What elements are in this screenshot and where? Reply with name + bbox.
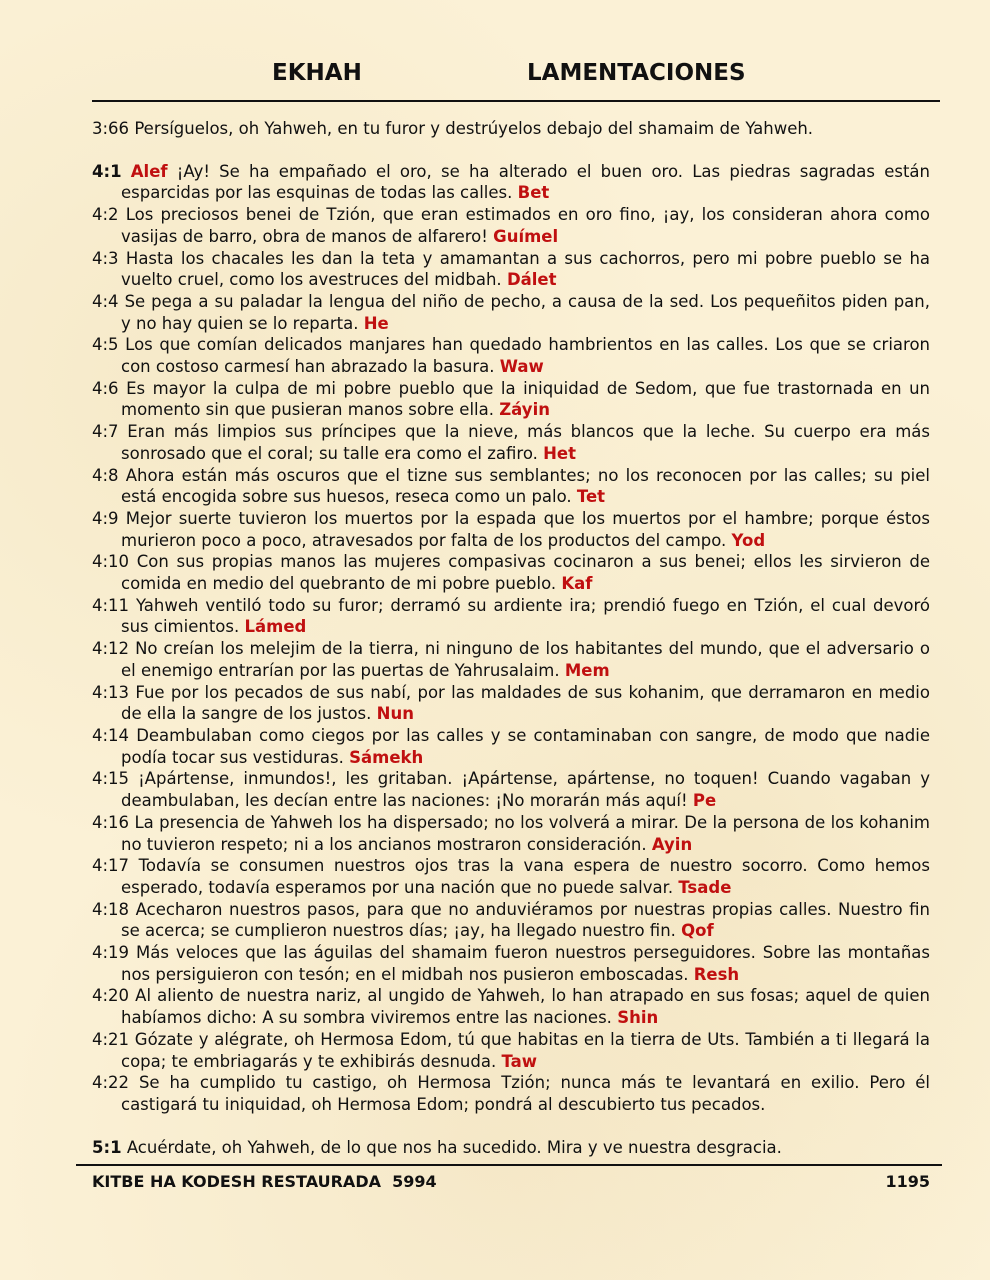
verse-ref: 4:12 <box>92 639 130 659</box>
paragraph-gap <box>92 140 930 161</box>
verse-ref: 4:8 <box>92 465 119 485</box>
verse-text: Todavía se consumen nuestros ojos tras la vana espera de nuestro socorro. Como hemos esperado, todavía esperamos por una nación que no puede salvar. <box>121 856 930 897</box>
verse-text: Se ha cumplido tu castigo, oh Hermosa Tzión; nunca más te levantará en exilio. Pero él castigará tu iniquidad, oh Hermosa Edom; pondrá al descubierto tus pecados. <box>121 1073 930 1114</box>
verse-text: Se pega a su paladar la lengua del niño de pecho, a causa de la sed. Los pequeñitos piden pan, y no hay quien se lo reparta. <box>121 291 930 333</box>
footer-edition-label: KITBE HA KODESH RESTAURADA 5994 <box>92 1172 437 1191</box>
hebrew-letter-label: Yod <box>731 530 766 550</box>
verse-4-20 <box>92 985 930 1028</box>
hebrew-letter-label: Kaf <box>561 574 593 594</box>
hebrew-letter-label: Tsade <box>678 877 732 897</box>
hebrew-letter-label: Bet <box>517 183 550 203</box>
verse-4-11 <box>92 595 930 638</box>
verse-text: Los preciosos benei de Tzión, que eran estimados en oro fino, ¡ay, los consideran ahora como vasijas de barro, obra de manos de alfarero! <box>121 205 931 246</box>
verse-text: ¡Ay! Se ha empañado el oro, se ha alterado el buen oro. Las piedras sagradas están esparcidas por las esquinas de todas las calles. <box>121 161 930 203</box>
verse-4-7 <box>92 421 930 464</box>
hebrew-letter-label: Nun <box>376 704 414 724</box>
hebrew-letter-label: Dálet <box>506 270 557 290</box>
verse-ref: 4:13 <box>92 682 130 702</box>
verse-text: Fue por los pecados de sus nabí, por las maldades de sus kohanim, que derramaron en medio de ella la sangre de los justos. <box>121 682 930 724</box>
header-book-hebrew-title: EKHAH <box>272 60 362 86</box>
verse-text: Hasta los chacales les dan la teta y amamantan a sus cachorros, pero mi pobre pueblo se ha vuelto cruel, como los avestruces del midbah. <box>121 248 931 290</box>
verse-4-5 <box>92 334 930 377</box>
verse-ref: 4:20 <box>92 986 130 1006</box>
verse-text: Con sus propias manos las mujeres compasivas cocinaron a sus benei; ellos les sirvieron de comida en medio del quebranto de mi pobre pueblo. <box>121 552 930 594</box>
verse-ref: 4:4 <box>92 291 119 311</box>
chapter-start-ref: 4:1 <box>92 161 122 181</box>
verse-text: No creían los melejim de la tierra, ni ninguno de los habitantes del mundo, que el adversario o el enemigo entrarían por las puertas de Yahrusalaim. <box>121 639 930 680</box>
verse-text: ¡Apártense, inmundos!, les gritaban. ¡Apártense, apártense, no toquen! Cuando vagaban y deambulaban, les decían entre las naciones: ¡No morarán más aquí! <box>121 769 930 811</box>
hebrew-letter-label: Het <box>543 443 577 463</box>
verse-ref: 4:7 <box>92 422 119 442</box>
verse-5-1 <box>92 1137 930 1159</box>
verse-text: Yahweh ventiló todo su furor; derramó su ardiente ira; prendió fuego en Tzión, el cual devoró sus cimientos. <box>121 595 931 637</box>
verse-ref: 4:14 <box>92 725 130 745</box>
verse-ref: 4:19 <box>92 943 130 963</box>
hebrew-letter-label: Waw <box>499 357 544 377</box>
verse-4-21 <box>92 1029 930 1072</box>
verse-ref: 4:15 <box>92 769 130 789</box>
verse-4-13 <box>92 682 930 725</box>
verse-ref: 4:18 <box>92 899 130 919</box>
page-header <box>92 56 940 92</box>
scripture-body <box>92 118 930 1158</box>
header-book-spanish-title: LAMENTACIONES <box>527 60 746 86</box>
verse-ref: 3:66 <box>92 119 130 138</box>
verse-4-1 <box>92 161 930 204</box>
verse-ref: 4:22 <box>92 1073 130 1093</box>
verse-3-66 <box>92 118 930 140</box>
verse-4-6 <box>92 378 930 421</box>
hebrew-letter-label: Qof <box>681 921 714 941</box>
verse-4-4 <box>92 291 930 334</box>
verse-4-22 <box>92 1072 930 1115</box>
verse-text: Acecharon nuestros pasos, para que no anduviéramos por nuestras propias calles. Nuestro fin se acerca; se cumplieron nuestros días; ¡ay, ha llegado nuestro fin. <box>121 899 930 941</box>
verse-4-14 <box>92 725 930 768</box>
verse-ref: 4:10 <box>92 552 130 572</box>
verse-4-9 <box>92 508 930 551</box>
verse-text: Al aliento de nuestra nariz, al ungido de Yahweh, lo han atrapado en sus fosas; aquel de quien habíamos dicho: A su sombra viviremos entre las naciones. <box>121 986 930 1028</box>
verse-ref: 4:6 <box>92 378 119 398</box>
hebrew-letter-label: Taw <box>501 1051 537 1071</box>
verse-text: Mejor suerte tuvieron los muertos por la espada que los muertos por el hambre; porque éstos murieron poco a poco, atravesados por falta de los productos del campo. <box>121 508 930 550</box>
verse-text: Ahora están más oscuros que el tizne sus semblantes; no los reconocen por las calles; su piel está encogida sobre sus huesos, reseca como un palo. <box>121 465 930 507</box>
verse-ref: 4:16 <box>92 812 130 832</box>
hebrew-letter-label: Tet <box>576 487 606 507</box>
verse-4-8 <box>92 465 930 508</box>
verse-text: Es mayor la culpa de mi pobre pueblo que la iniquidad de Sedom, que fue trastornada en un momento sin que pusieran manos sobre ella. <box>121 378 930 420</box>
hebrew-letter-label: Lámed <box>244 617 307 637</box>
verse-4-19 <box>92 942 930 985</box>
verse-text: Persíguelos, oh Yahweh, en tu furor y destrúyelos debajo del shamaim de Yahweh. <box>134 119 814 138</box>
hebrew-letter-label: Alef <box>130 161 168 181</box>
verse-ref: 4:9 <box>92 508 119 528</box>
verse-4-10 <box>92 551 930 594</box>
verse-4-18 <box>92 899 930 942</box>
verse-4-17 <box>92 855 930 898</box>
verse-text: Deambulaban como ciegos por las calles y se contaminaban con sangre, de modo que nadie podía tocar sus vestiduras. <box>121 725 931 767</box>
verse-ref: 4:17 <box>92 856 130 876</box>
hebrew-letter-label: Záyin <box>499 400 550 420</box>
verse-ref: 4:5 <box>92 335 119 355</box>
verse-4-3 <box>92 248 930 291</box>
chapter-start-ref: 5:1 <box>92 1137 122 1157</box>
hebrew-letter-label: He <box>363 313 389 333</box>
verse-4-2 <box>92 204 930 247</box>
hebrew-letter-label: Shin <box>617 1008 659 1028</box>
hebrew-letter-label: Mem <box>564 660 610 680</box>
verse-ref: 4:2 <box>92 205 119 225</box>
paragraph-gap <box>92 1116 930 1137</box>
verse-text: Gózate y alégrate, oh Hermosa Edom, tú que habitas en la tierra de Uts. También a ti llegará la copa; te embriagarás y te exhibirás desnuda. <box>121 1029 931 1071</box>
verse-4-15 <box>92 768 930 811</box>
header-divider <box>92 100 940 102</box>
verse-text: Los que comían delicados manjares han quedado hambrientos en las calles. Los que se criaron con costoso carmesí han abrazado la basura. <box>121 335 930 377</box>
verse-text: La presencia de Yahweh los ha dispersado; no los volverá a mirar. De la persona de los kohanim no tuvieron respeto; ni a los ancianos mostraron consideración. <box>121 812 930 854</box>
verse-ref: 4:21 <box>92 1029 130 1049</box>
verse-4-16 <box>92 812 930 855</box>
verse-ref: 4:3 <box>92 248 119 268</box>
hebrew-letter-label: Resh <box>693 964 740 984</box>
hebrew-letter-label: Pe <box>692 791 717 811</box>
verse-text: Más veloces que las águilas del shamaim fueron nuestros perseguidores. Sobre las montañas nos persiguieron con tesón; en el midbah nos pusieron emboscadas. <box>121 943 931 984</box>
footer-page-number: 1195 <box>885 1172 930 1191</box>
hebrew-letter-label: Sámekh <box>349 747 424 767</box>
hebrew-letter-label: Guímel <box>493 226 559 246</box>
verse-4-12 <box>92 638 930 681</box>
hebrew-letter-label: Ayin <box>651 834 693 854</box>
footer-divider <box>76 1164 942 1166</box>
verse-text: Acuérdate, oh Yahweh, de lo que nos ha sucedido. Mira y ve nuestra desgracia. <box>126 1137 782 1157</box>
verse-text: Eran más limpios sus príncipes que la nieve, más blancos que la leche. Su cuerpo era más sonrosado que el coral; su talle era como el zafiro. <box>121 422 931 463</box>
verse-ref: 4:11 <box>92 595 130 615</box>
